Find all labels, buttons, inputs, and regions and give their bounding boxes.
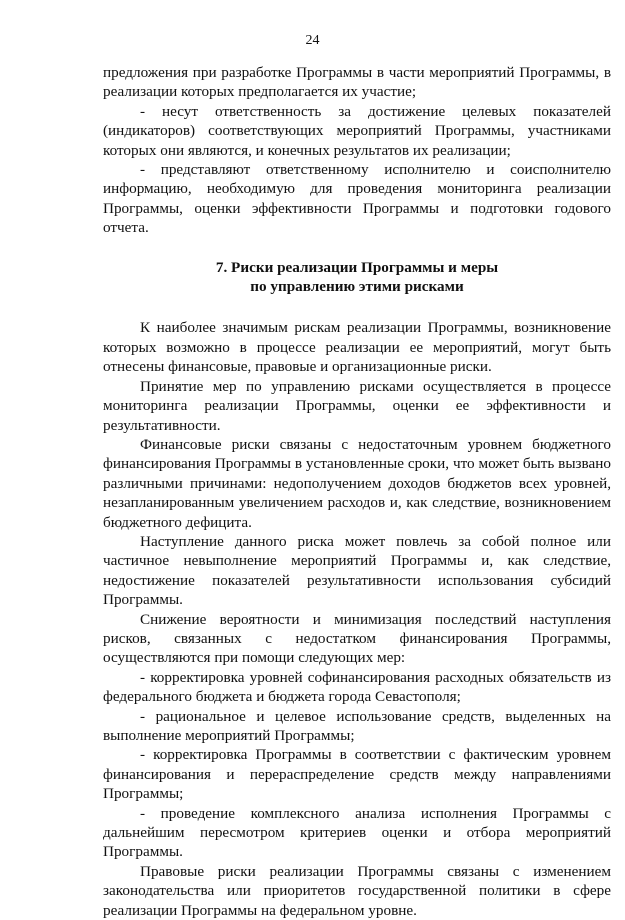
paragraph: Финансовые риски связаны с недостаточным уровнем бюджетного финансирования Программы в установленные сроки, что может быть вызвано различными причинами: недополучением доходов бюджетов всех уровней, незапланированным увеличением расходов и, как следствие, возникновением бюджетного дефицита. bbox=[103, 435, 611, 531]
section-heading-line-2: по управлению этими рисками bbox=[250, 278, 464, 296]
paragraph: Наступление данного риска может повлечь за собой полное или частичное невыполнение мероприятий Программы и, как следствие, недостижение показателей результативности использования субсидий Программы. bbox=[103, 532, 611, 609]
paragraphs-after-section bbox=[103, 318, 611, 920]
paragraph: Принятие мер по управлению рисками осуществляется в процессе мониторинга реализации Программы, оценки ее эффективности и результативности. bbox=[103, 377, 611, 434]
section-heading bbox=[103, 258, 611, 297]
list-item: - рациональное и целевое использование средств, выделенных на выполнение мероприятий Программы; bbox=[103, 707, 611, 744]
paragraph: - представляют ответственному исполнителю и соисполнителю информацию, необходимую для проведения мониторинга реализации Программы, оценки эффективности Программы и подготовки годового отчета. bbox=[103, 161, 611, 237]
section-heading-line-1: 7. Риски реализации Программы и меры bbox=[215, 258, 499, 276]
list-item: - проведение комплексного анализа исполнения Программы с дальнейшим пересмотром критериев оценки и отбора мероприятий Программы. bbox=[103, 804, 611, 861]
list-item: - корректировка уровней софинансирования расходных обязательств из федерального бюджета и бюджета города Севастополя; bbox=[103, 668, 611, 706]
list-item: - корректировка Программы в соответствии с фактическим уровнем финансирования и перераспределение средств между направлениями Программы; bbox=[103, 746, 611, 803]
paragraph: - несут ответственность за достижение целевых показателей (индикаторов) соответствующих мероприятий Программы, участниками которых они являются, и конечных результатов их реализации; bbox=[103, 102, 611, 159]
paragraph: предложения при разработке Программы в части мероприятий Программы, в реализации которых предполагается их участие; bbox=[103, 64, 611, 101]
page-number: 24 bbox=[305, 33, 320, 48]
paragraph: Снижение вероятности и минимизация последствий наступления рисков, связанных с недостатком финансирования Программы, осуществляются при помощи следующих мер: bbox=[103, 610, 611, 667]
paragraphs-before-section bbox=[103, 63, 611, 238]
document-body bbox=[103, 63, 611, 920]
paragraph: К наиболее значимым рискам реализации Программы, возникновение которых возможно в процессе реализации ее мероприятий, могут быть отнесены финансовые, правовые и организационные риски. bbox=[103, 319, 611, 376]
paragraph: Правовые риски реализации Программы связаны с изменением законодательства или приоритетов государственной политики в сфере реализации Программы на федеральном уровне. bbox=[103, 862, 611, 919]
